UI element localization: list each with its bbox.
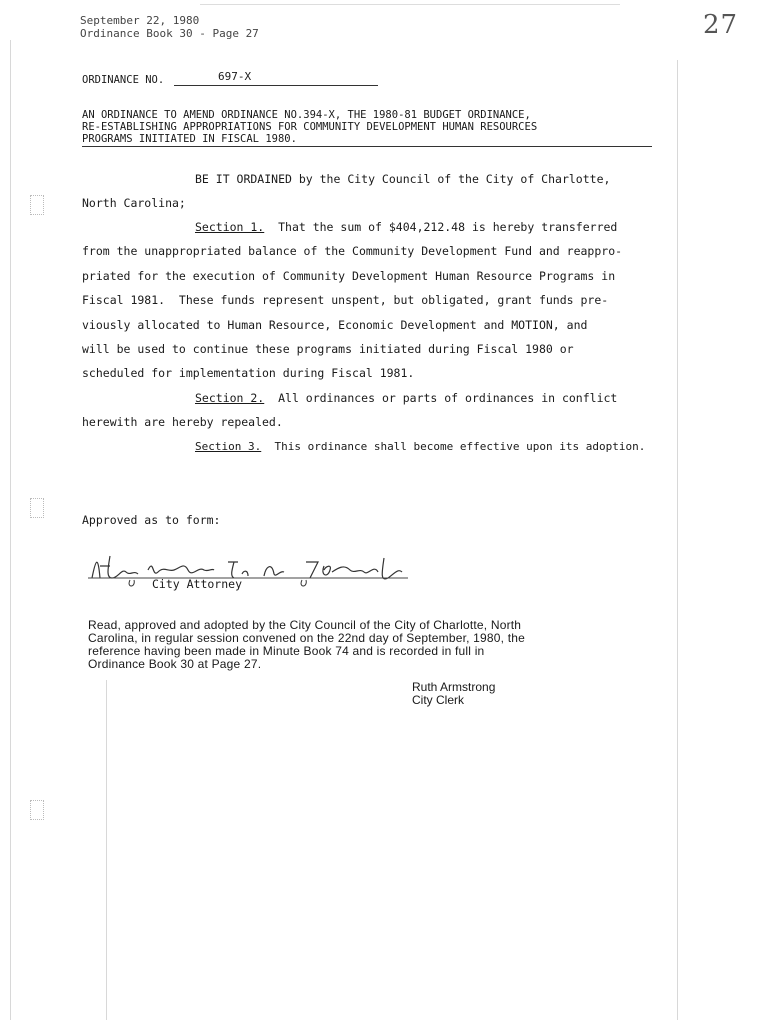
section-3-text: This ordinance shall become effective upon its adoption.	[261, 440, 646, 453]
city-attorney-label: City Attorney	[152, 577, 243, 591]
section-2-label: Section 2.	[195, 391, 265, 405]
margin-mark	[30, 800, 44, 820]
clerk-name: Ruth Armstrong	[412, 680, 496, 694]
approved-as-to-form: Approved as to form:	[82, 513, 221, 527]
title-line: PROGRAMS INITIATED IN FISCAL 1980.	[82, 133, 297, 145]
ordinance-number-underline	[174, 85, 378, 86]
section-3-first-line	[195, 440, 645, 454]
section-1-line: Fiscal 1981. These funds represent unspent, but obligated, grant funds pre-	[82, 293, 609, 307]
title-line: AN ORDINANCE TO AMEND ORDINANCE NO.394-X, THE 1980-81 BUDGET ORDINANCE,	[82, 109, 531, 121]
enacting-clause: BE IT ORDAINED by the City Council of the City of Charlotte,	[195, 172, 611, 186]
section-1-line: scheduled for implementation during Fiscal 1981.	[82, 366, 415, 380]
section-1-label: Section 1.	[195, 220, 265, 234]
section-1-line: priated for the execution of Community Development Human Resource Programs in	[82, 269, 616, 283]
scan-top-line	[200, 4, 620, 5]
enacting-clause-continued: North Carolina;	[82, 196, 186, 210]
section-2-text: All ordinances or parts of ordinances in conflict	[264, 391, 618, 405]
attorney-signature	[88, 548, 428, 588]
page-number: 27	[703, 10, 739, 40]
section-1-text: That the sum of $404,212.48 is hereby transferred	[264, 220, 618, 234]
ordinance-number: 697-X	[218, 70, 252, 83]
section-1-line: will be used to continue these programs initiated during Fiscal 1980 or	[82, 342, 574, 356]
section-2-first-line	[195, 391, 617, 405]
section-3-label: Section 3.	[195, 440, 262, 453]
clerk-title: City Clerk	[412, 693, 465, 707]
title-underline	[82, 146, 652, 147]
margin-mark	[30, 498, 44, 518]
adoption-line: Read, approved and adopted by the City Council of the City of Charlotte, North	[88, 618, 522, 632]
header-date: September 22, 1980	[80, 14, 200, 27]
header-book-reference: Ordinance Book 30 - Page 27	[80, 27, 259, 40]
section-1-line: viously allocated to Human Resource, Economic Development and MOTION, and	[82, 318, 588, 332]
adoption-line: Ordinance Book 30 at Page 27.	[88, 657, 262, 671]
section-1-line: from the unappropriated balance of the Community Development Fund and reappro-	[82, 244, 623, 258]
adoption-line: reference having been made in Minute Book 74 and is recorded in full in	[88, 644, 485, 658]
section-1-first-line	[195, 220, 617, 234]
scan-right-line	[677, 60, 678, 1020]
adoption-line: Carolina, in regular session convened on the 22nd day of September, 1980, the	[88, 631, 526, 645]
title-line: RE-ESTABLISHING APPROPRIATIONS FOR COMMUNITY DEVELOPMENT HUMAN RESOURCES	[82, 121, 538, 133]
margin-mark	[30, 195, 44, 215]
ordinance-label: ORDINANCE NO.	[82, 74, 165, 86]
scan-fold-line	[106, 680, 107, 1020]
section-2-line: herewith are hereby repealed.	[82, 415, 283, 429]
scan-margin-line	[10, 40, 11, 1020]
